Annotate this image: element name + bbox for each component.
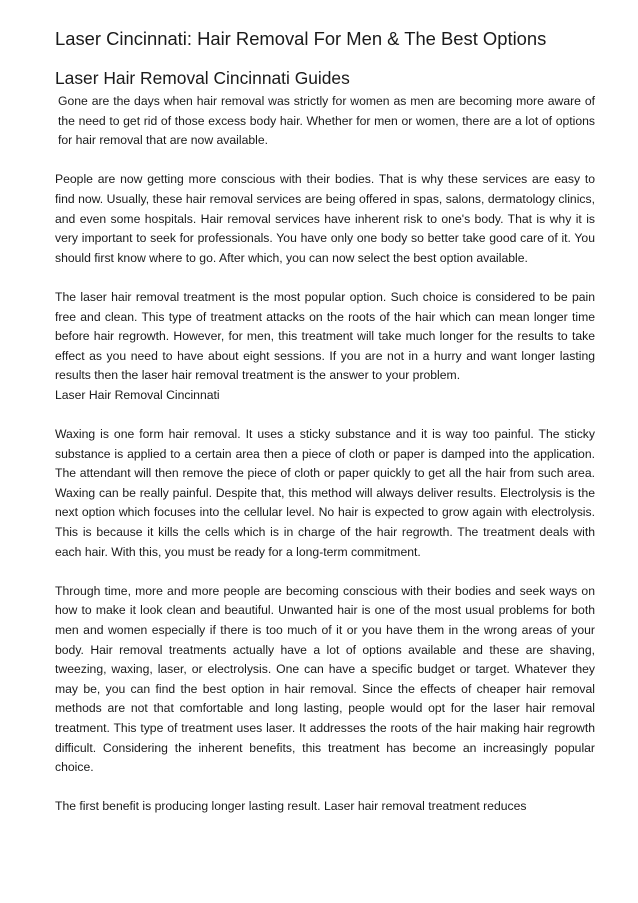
paragraph-intro: Gone are the days when hair removal was strictly for women as men are becoming more aware of the need to get rid of those excess body hair. Whether for men or women, there are a lot of options for hair removal that are now available. (58, 94, 595, 148)
paragraph-through-time: Through time, more and more people are becoming conscious with their bodies and seek ways on how to make it look clean and beautiful. Unwanted hair is one of the most usual problems for both men and women especially if there is too much of it or you have them in the wrong areas of your body. Hair removal treatments actually have a lot of options available and these are shaving, tweezing, waxing, laser, or electrolysis. One can have a specific budget or target. Whatever they may be, you can find the best option in hair removal. Since the effects of cheaper hair removal methods are not that comfortable and long lasting, people would opt for the laser hair removal treatment. This type of treatment uses laser. It addresses the roots of the hair making hair regrowth difficult. Considering the inherent benefits, this treatment has become an increasingly popular choice. (55, 583, 595, 775)
article-body (55, 92, 595, 817)
page-title: Laser Cincinnati: Hair Removal For Men & The Best Options (55, 28, 547, 49)
inline-subheading: Laser Hair Removal Cincinnati (55, 387, 220, 402)
paragraph-laser-treatment: The laser hair removal treatment is the most popular option. Such choice is considered to be pain free and clean. This type of treatment attacks on the roots of the hair which can mean longer time before hair regrowth. However, for men, this treatment will take much longer for the results to take effect as you need to have about eight sessions. If you are not in a hurry and want longer lasting results then the laser hair removal treatment is the answer to your problem. (55, 289, 595, 383)
paragraph-conscious: People are now getting more conscious with their bodies. That is why these services are easy to find now. Usually, these hair removal services are being offered in spas, salons, dermatology clinics, and even some hospitals. Hair removal services have inherent risk to one's body. That is why it is very important to seek for professionals. You have only one body so better take good care of it. You should first know where to go. After which, you can now select the best option available. (55, 172, 595, 265)
section-heading: Laser Hair Removal Cincinnati Guides (55, 68, 350, 88)
paragraph-first-benefit: The first benefit is producing longer lasting result. Laser hair removal treatment reduces (55, 799, 527, 814)
paragraph-waxing: Waxing is one form hair removal. It uses a sticky substance and it is way too painful. The sticky substance is applied to a certain area then a piece of cloth or paper is damped into the application. The attendant will then remove the piece of cloth or paper quickly to get all the hair from such area. Waxing can be really painful. Despite that, this method will always deliver results. Electrolysis is the next option which focuses into the cellular level. No hair is expected to grow again with electrolysis. This is because it kills the cells which is in charge of the hair regrowth. The treatment deals with each hair. With this, you must be ready for a long-term commitment. (55, 427, 595, 559)
